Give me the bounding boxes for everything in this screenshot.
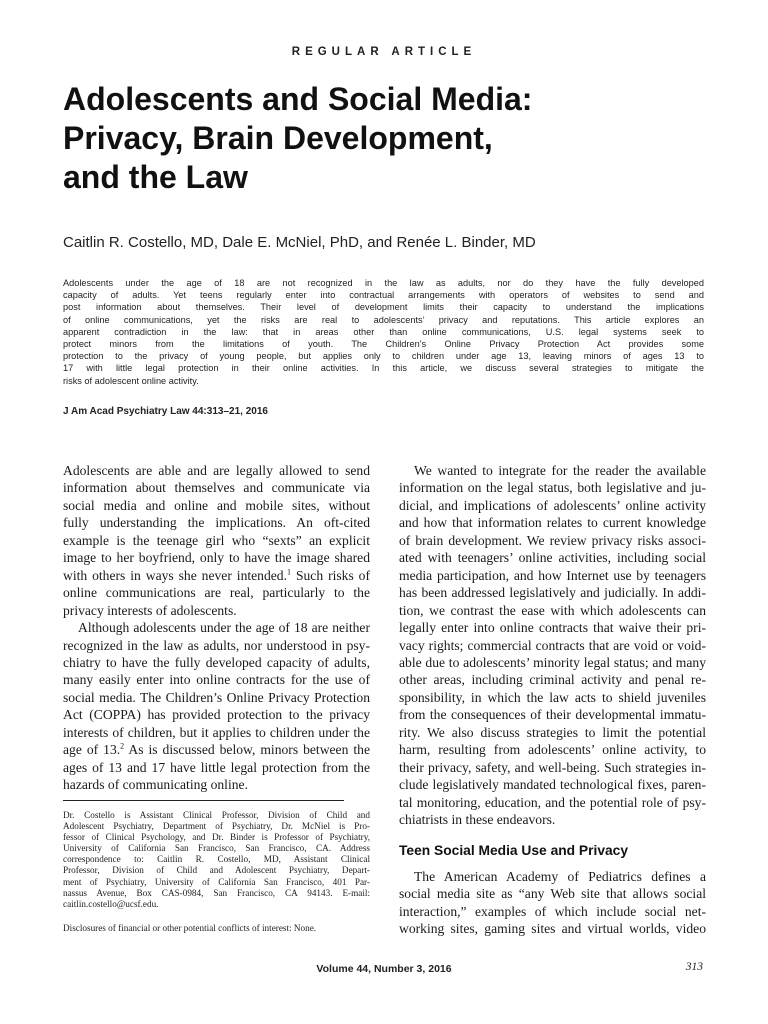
body-column-right-continued — [399, 868, 706, 938]
footnote-email-line[interactable]: caitlin.costello@ucsf.edu. — [63, 898, 159, 909]
body-line: fully understanding the implications. An oft-cited — [63, 515, 370, 531]
body-line: image to her boyfriend, only to have the image shared — [63, 550, 370, 566]
body-line: social media. The Children’s Online Privacy Protection — [63, 689, 370, 705]
body-line: ated with teenagers’ online activities, including social — [399, 550, 706, 566]
footnote-line: Professor, Division of Child and Adolescent Psychiatry, Depart- — [63, 865, 370, 876]
title-line: and the Law — [63, 159, 248, 195]
body-line: many easily enter into online contracts for the use of — [63, 672, 370, 688]
footnote-line: Adolescent Psychiatry, Department of Psychiatry, Dr. McNiel is Pro- — [63, 821, 370, 832]
body-line: recognized in the law as adults, nor understood in psy- — [63, 637, 370, 653]
body-line: chiatry to have the fully developed capacity of adults, — [63, 654, 370, 670]
body-line: of brain development. We review privacy risks associ- — [399, 532, 706, 548]
body-column-right — [399, 462, 706, 829]
body-line: hazards of communicating online. — [63, 777, 248, 793]
body-line: media participation, and how Internet use by teenagers — [399, 567, 706, 583]
page-number: 313 — [685, 961, 703, 973]
journal-citation: J Am Acad Psychiatry Law 44:313–21, 2016 — [63, 406, 268, 417]
body-line: clude legislatively mandated technological fixes, paren- — [399, 777, 706, 793]
body-text-run: with others in ways she never intended. — [63, 567, 288, 583]
body-line: The American Academy of Pediatrics defines a — [414, 869, 706, 884]
body-line: from the consequences of their developmental immatu- — [399, 707, 706, 723]
abstract-line: of online communications, yet the risks are real to adolescents’ privacy and reputations. This article explores an — [63, 314, 704, 325]
body-paragraph — [399, 868, 706, 938]
body-line: Adolescents are able and are legally allowed to send — [63, 463, 370, 478]
body-line: has been addressed legislatively and judicially. In addi- — [399, 585, 706, 601]
footnote-line: fessor of Clinical Psychology, and Dr. Binder is Professor of Psychiatry, — [63, 832, 370, 843]
conflict-disclosure: Disclosures of financial or other potential conflicts of interest: None. — [63, 923, 317, 933]
title-line: Adolescents and Social Media: — [63, 81, 533, 117]
body-line: legally enter into online contracts that waive their pri- — [399, 620, 706, 636]
body-line: social media site as “any Web site that allows social — [399, 886, 706, 902]
body-paragraph — [63, 462, 370, 619]
abstract-line: risks of adolescent online activity. — [63, 375, 199, 386]
body-line: other areas, including criminal activity and penal re- — [399, 672, 706, 688]
body-line: Act (COPPA) has provided protection to the privacy — [63, 707, 370, 723]
body-line: and how that information relates to current knowledge — [399, 515, 706, 531]
body-line: dicial, and implications of adolescents’ online activity — [399, 497, 706, 513]
abstract-line: 17 with little legal protection in their online activities. In this article, we discuss several strategies to mitigate the — [63, 363, 704, 374]
body-line: We wanted to integrate for the reader the available — [414, 463, 706, 478]
section-heading: Teen Social Media Use and Privacy — [399, 843, 629, 858]
footer-volume-info: Volume 44, Number 3, 2016 — [316, 963, 452, 975]
body-line: chiatrists in these endeavors. — [399, 812, 556, 828]
body-line: online communications are real, particularly to the — [63, 585, 370, 601]
body-line — [63, 741, 370, 758]
body-line: vacy rights; commercial contracts that are void or void- — [399, 637, 706, 653]
body-line — [63, 567, 370, 584]
body-line: harm, resulting from adolescents’ online activity, to — [399, 742, 706, 758]
body-text-run: As is discussed below, minors between the — [124, 742, 370, 758]
body-line: information on the legal status, both legislative and ju- — [399, 480, 706, 496]
body-line: tion, we contrast the ease with which adolescents can — [399, 602, 706, 618]
body-paragraph — [399, 462, 706, 829]
body-line: working sites, gaming sites and virtual worlds, video — [399, 921, 706, 937]
body-line: rity. We also discuss strategies to limit the potential — [399, 724, 706, 740]
article-title — [63, 80, 703, 197]
reference-marker[interactable]: 1 — [287, 567, 292, 577]
abstract-line: post information about themselves. Their level of development limits their capacity to understand the implications — [63, 302, 704, 313]
author-affiliation-footnote — [63, 810, 370, 910]
body-text-run: age of 13. — [63, 742, 121, 758]
abstract-line: Adolescents under the age of 18 are not recognized in the law as adults, nor do they have the fully developed — [63, 278, 704, 288]
abstract-line: protect minors from the limitations of youth. The Children’s Online Privacy Protection Act provides some — [63, 339, 704, 350]
footnote-line: ment of Psychiatry, University of California San Francisco, 401 Par- — [63, 876, 370, 887]
body-line: example is the teenage girl who “sexts” an explicit — [63, 532, 370, 548]
title-line: Privacy, Brain Development, — [63, 120, 493, 156]
footnote-line: University of California San Francisco, San Francisco, CA. Address — [63, 843, 370, 854]
body-line: interaction,” examples of which include social net- — [399, 903, 706, 919]
body-column-left — [63, 462, 370, 794]
abstract-line: apparent contradiction in the law: that in areas other than online communications, U.S. legal systems seek to — [63, 326, 704, 337]
abstract-line: protection to the privacy of young people, but applies only to children under age 13, leaving minors of ages 13 to — [63, 351, 704, 362]
footnote-divider — [63, 800, 344, 801]
abstract-line: capacity of adults. Yet teens regularly enter into contractual arrangements with operators of websites to send and — [63, 290, 704, 301]
body-line: information about themselves and communicate via — [63, 480, 370, 496]
reference-marker[interactable]: 2 — [120, 741, 125, 751]
body-paragraph — [63, 619, 370, 794]
body-line: ages of 13 and 17 have little legal protection from the — [63, 759, 370, 775]
body-line: privacy interests of adolescents. — [63, 602, 237, 618]
body-line: able due to adolescents’ minority legal status; and many — [399, 654, 706, 670]
footnote-line: Dr. Costello is Assistant Clinical Professor, Division of Child and — [63, 810, 370, 820]
body-text-run: Such risks of — [291, 567, 371, 583]
body-line: their privacy, safety, and well-being. Such strategies in- — [399, 759, 706, 775]
body-line: Although adolescents under the age of 18 are neither — [78, 620, 370, 636]
abstract — [63, 277, 704, 387]
body-line: sponsibility, in which the law acts to shield juveniles — [399, 689, 706, 705]
footnote-line: nassus Avenue, Box CAS-0984, San Francisco, CA 94143. E-mail: — [63, 887, 370, 898]
body-line: tal monitoring, education, and the potential role of psy- — [399, 794, 706, 810]
footnote-line: correspondence to: Caitlin R. Costello, MD, Assistant Clinical — [63, 854, 370, 865]
body-line: social media and online and mobile sites, without — [63, 497, 370, 513]
author-list: Caitlin R. Costello, MD, Dale E. McNiel, PhD, and Renée L. Binder, MD — [63, 234, 536, 251]
body-line: interests of children, but it applies to children under the — [63, 724, 370, 740]
article-type-label: REGULAR ARTICLE — [291, 46, 477, 58]
